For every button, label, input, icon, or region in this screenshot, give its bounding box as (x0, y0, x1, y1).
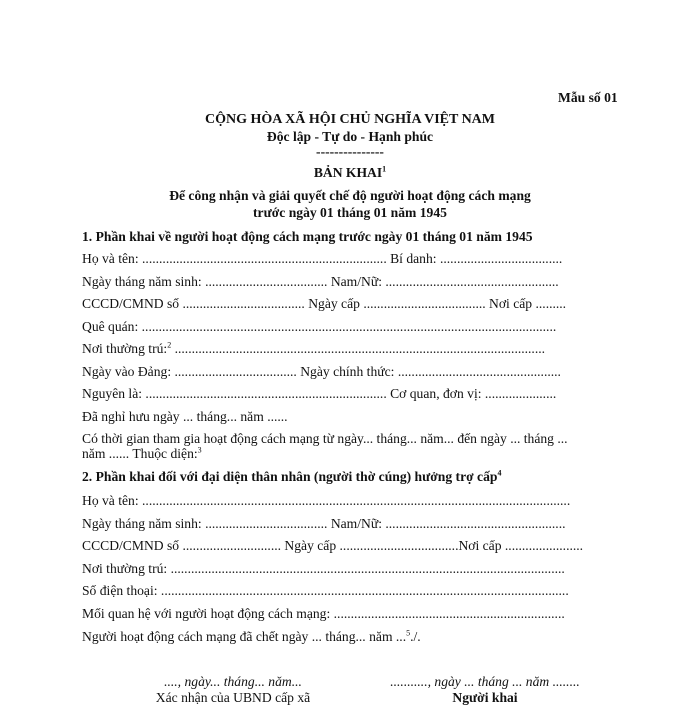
relative-id-card: CCCD/CMND số ............................. Ngày cấp ...................................Nơi cấp ....................... (82, 538, 584, 553)
subtitle-line-1: Để công nhận và giải quyết chế độ người hoạt động cách mạng (169, 188, 531, 203)
relative-relationship: Mối quan hệ với người hoạt động cách mạng: .................................................................... (82, 606, 565, 621)
death-date (82, 629, 421, 645)
section-2-heading-text: 2. Phần khai đối với đại diện thân nhân (người thờ cúng) hưởng trợ cấp (82, 469, 498, 484)
field-residence (82, 341, 545, 357)
field-former-position: Nguyên là: ....................................................................... Cơ quan, đơn vị: ..................... (82, 386, 557, 401)
section-2-heading (82, 469, 501, 485)
footnote-ref-3: 3 (197, 445, 202, 455)
declarant-label: Người khai (452, 690, 518, 705)
header-divider: --------------- (316, 144, 384, 159)
field-full-name: Họ và tên: ........................................................................ Bí danh: .................................... (82, 251, 563, 266)
field-id-card: CCCD/CMND số .................................... Ngày cấp .................................... Nơi cấp ......... (82, 296, 567, 311)
section-1-heading: 1. Phần khai về người hoạt động cách mạng trước ngày 01 tháng 01 năm 1945 (82, 229, 533, 244)
relative-full-name: Họ và tên: .............................................................................................................................. (82, 493, 571, 508)
field-category-text: năm ...... Thuộc diện: (82, 446, 198, 461)
field-residence-dots: ............................................................................................................. (174, 341, 546, 356)
form-number: Mẫu số 01 (558, 90, 618, 105)
field-party-dates: Ngày vào Đảng: .................................... Ngày chính thức: ................................................ (82, 364, 561, 379)
footnote-ref-2: 2 (167, 340, 172, 350)
field-birth-date-gender: Ngày tháng năm sinh: .................................... Nam/Nữ: ................................................... (82, 274, 559, 289)
country-name: CỘNG HÒA XÃ HỘI CHỦ NGHĨA VIỆT NAM (204, 112, 495, 127)
national-motto: Độc lập - Tự do - Hạnh phúc (266, 129, 434, 144)
death-date-text: Người hoạt động cách mạng đã chết ngày ... tháng... năm ... (82, 629, 407, 644)
subtitle-line-2: trước ngày 01 tháng 01 năm 1945 (253, 205, 447, 220)
footnote-ref-4: 4 (497, 468, 502, 478)
field-hometown: Quê quán: .......................................................................................................................... (82, 319, 557, 334)
field-retirement-date: Đã nghỉ hưu ngày ... tháng... năm ...... (82, 409, 288, 424)
death-date-end: ./. (410, 629, 421, 644)
footnote-ref-1: 1 (382, 164, 387, 174)
field-category (82, 446, 202, 462)
document-title (0, 165, 700, 181)
footnote-ref-5: 5 (406, 628, 411, 638)
field-activity-period: Có thời gian tham gia hoạt động cách mạng từ ngày... tháng... năm... đến ngày ... tháng ... (82, 431, 568, 446)
field-residence-label: Nơi thường trú: (82, 341, 168, 356)
declarant-sign-date: ..........., ngày ... tháng ... năm ........ (390, 674, 580, 689)
relative-birth-date-gender: Ngày tháng năm sinh: .................................... Nam/Nữ: ..................................................... (82, 516, 566, 531)
commune-sign-date: ...., ngày... tháng... năm... (164, 674, 302, 689)
commune-confirmation-label: Xác nhận của UBND cấp xã (155, 690, 311, 705)
relative-phone: Số điện thoại: ........................................................................................................................ (82, 583, 569, 598)
relative-residence: Nơi thường trú: .................................................................................................................... (82, 561, 565, 576)
document-title-text: BẢN KHAI (313, 165, 383, 180)
